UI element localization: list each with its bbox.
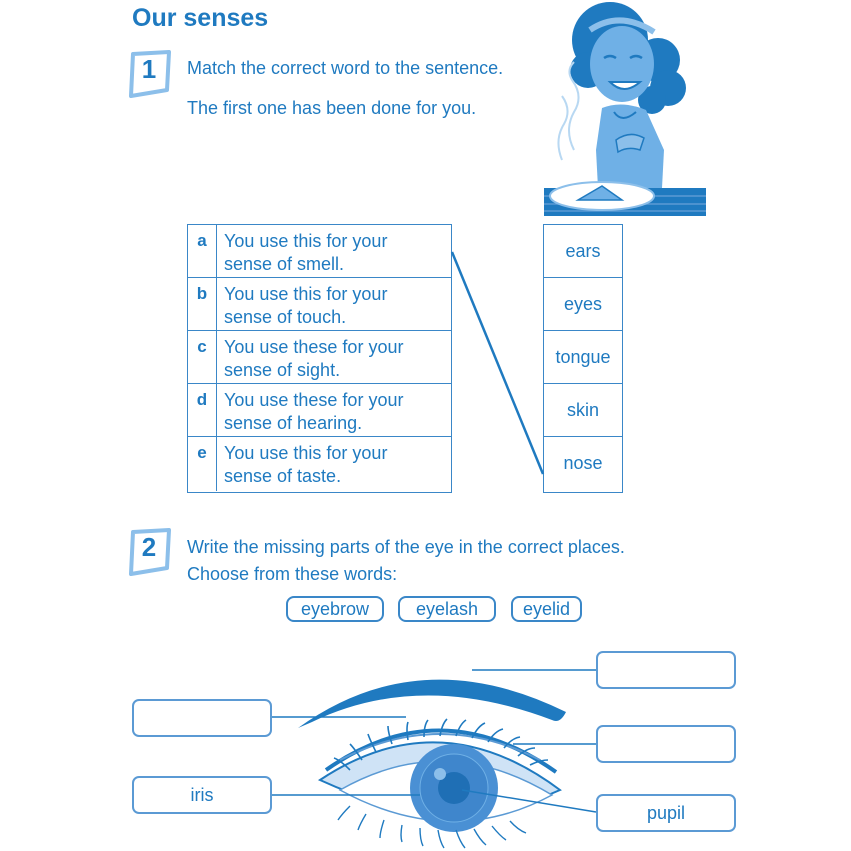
sentence-letter: b — [188, 278, 217, 330]
sentence-text: You use this for your sense of touch. — [224, 284, 388, 327]
sentence-text: You use this for your sense of smell. — [224, 231, 388, 274]
page-title: Our senses — [132, 4, 269, 32]
sentence-text: You use this for your sense of taste. — [224, 443, 388, 486]
sentence-letter: e — [188, 437, 217, 491]
question-2-instruction: Write the missing parts of the eye in the correct places. — [187, 537, 625, 557]
sentence-letter: a — [188, 225, 217, 277]
word-bank-eyebrow[interactable]: eyebrow — [286, 596, 384, 622]
word-bank-eyelash[interactable]: eyelash — [398, 596, 496, 622]
word-eyes[interactable]: eyes — [544, 278, 622, 331]
label-box-top-right[interactable] — [596, 651, 736, 689]
word-bank-eyelid[interactable]: eyelid — [511, 596, 582, 622]
label-box-iris: iris — [132, 776, 272, 814]
word-nose[interactable]: nose — [563, 453, 603, 473]
label-box-right-middle[interactable] — [596, 725, 736, 763]
label-box-pupil: pupil — [596, 794, 736, 832]
sentence-text: You use these for your sense of sight. — [224, 337, 404, 380]
label-box-left-upper[interactable] — [132, 699, 272, 737]
question-1-instruction: Match the correct word to the sentence. — [187, 58, 504, 78]
question-2-number: 2 — [141, 532, 157, 562]
word-ears[interactable]: ears — [544, 225, 622, 278]
sentence-text: You use these for your sense of hearing. — [224, 390, 404, 433]
sentence-letter: d — [188, 384, 217, 436]
question-2-choose-text: Choose from these words: — [187, 564, 398, 584]
question-1-note: The first one has been done for you. — [187, 98, 477, 118]
sentence-letter: c — [188, 331, 217, 383]
question-1-number: 1 — [141, 54, 157, 84]
word-tongue[interactable]: tongue — [544, 331, 622, 384]
word-skin[interactable]: skin — [544, 384, 622, 437]
